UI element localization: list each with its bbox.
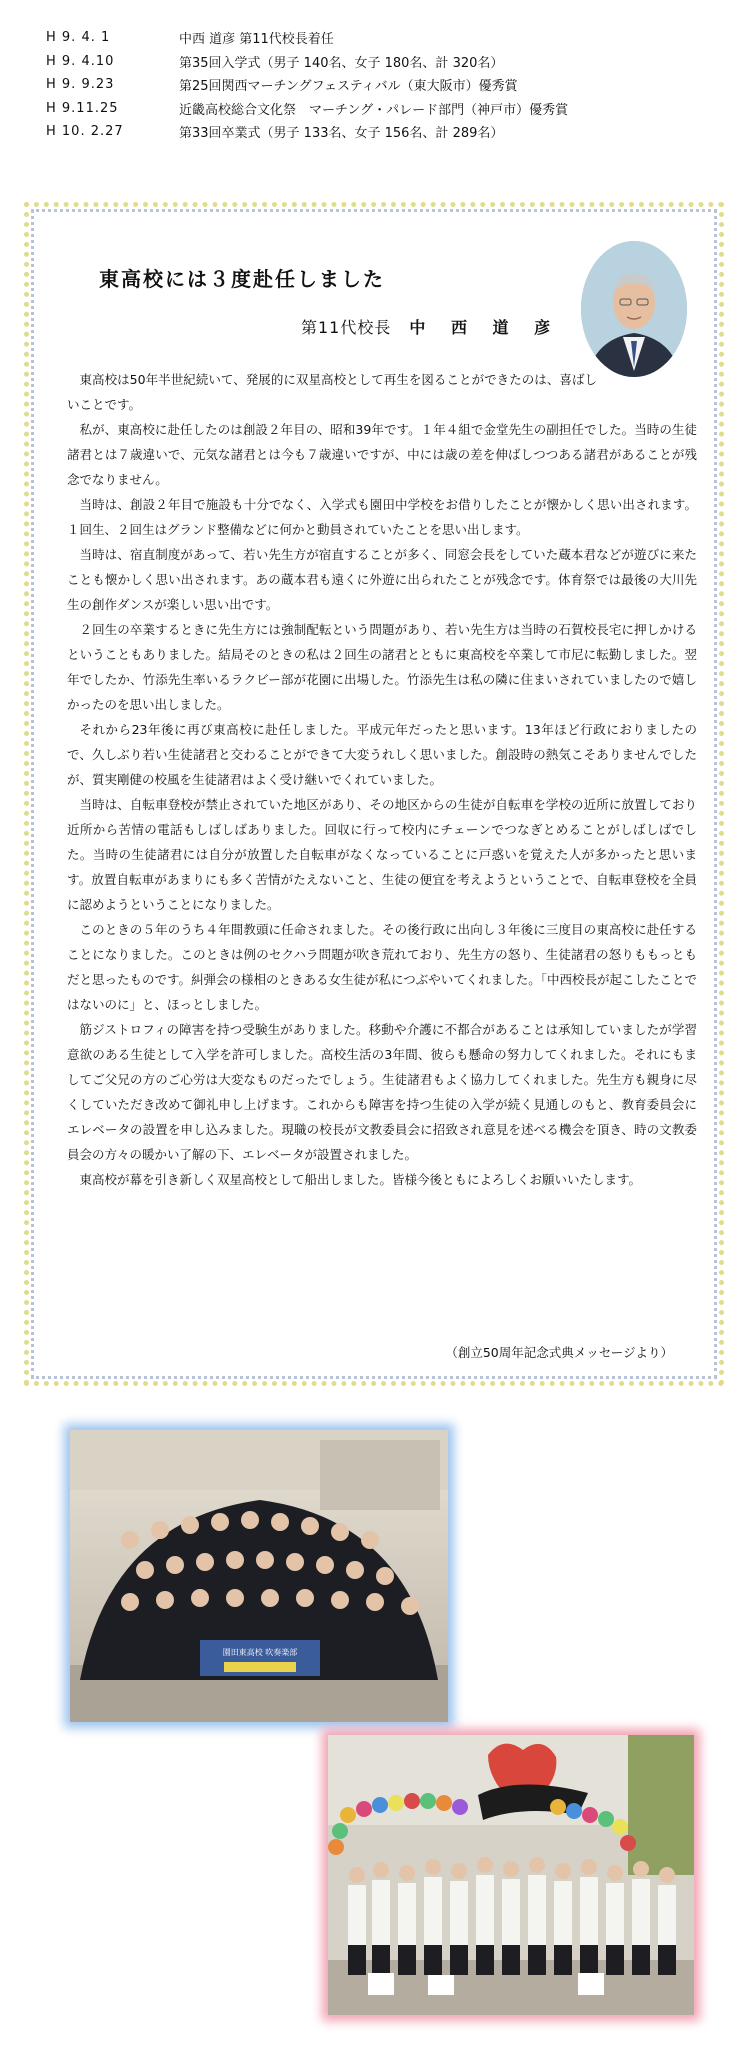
author-name: 中 西 道 彦 <box>409 318 561 337</box>
article-paragraph: ２回生の卒業するときに先生方には強制配転という問題があり、若い先生方は当時の石賀校長宅に押しかけるということもありました。結局そのときの私は２回生の諸君とともに東高校を卒業して市尼に転勤しました。翌年でしたか、竹添先生率いるラクビー部が花園に出場した。竹添先生は私の隣に住まいされていましたので嬉しかったのを思い出しました。 <box>67 622 697 712</box>
timeline-row <box>46 73 706 97</box>
article-title: 東高校には３度赴任しました <box>99 267 385 291</box>
article-paragraph: 当時は、自転車登校が禁止されていた地区があり、その地区からの生徒が自転車を学校の近所に放置しており近所から苦情の電話もしばしばありました。回収に行って校内にチェーンでつなぎとめることがしばしばでした。当時の生徒諸君には自分が放置した自転車がなくなっていることに戸惑いを覚えた人が多かったと思います。放置自転車があまりにも多く苦情がたえないこと、生徒の便宜を考えようということで、自転車登校を全員に認めようということになりました。 <box>67 797 697 912</box>
timeline-date: H 9. 9.23 <box>46 77 115 93</box>
article-paragraph: 当時は、宿直制度があって、若い先生方が宿直することが多く、同窓会長をしていた蔵本君などが遊びに来たことも懐かしく思い出されます。あの蔵本君も遠くに外遊に出られたことが残念です。体育祭では最後の大川先生の創作ダンスが楽しい思い出です。 <box>67 547 697 612</box>
principal-portrait <box>581 241 687 377</box>
article-body <box>67 367 697 1192</box>
article-paragraph: 私が、東高校に赴任したのは創設２年目の、昭和39年です。１年４組で金堂先生の副担任でした。当時の生徒諸君とは７歳違いで、元気な諸君とは今も７歳違いですが、中には歳の差を伸ばしつつある諸君があることが残念でなりません。 <box>67 422 697 487</box>
history-timeline <box>46 26 706 144</box>
timeline-row <box>46 120 706 144</box>
band-group-photo <box>70 1430 448 1722</box>
timeline-event: 近畿高校総合文化祭 マーチング・パレード部門（神戸市）優秀賞 <box>179 102 569 118</box>
timeline-date: H 9. 4.10 <box>46 53 115 69</box>
group-banner-text: 園田東高校 吹奏楽部 <box>222 1648 298 1657</box>
article-paragraph: 東高校が幕を引き新しく双星高校として船出しました。皆様今後ともによろしくお願いいたします。 <box>79 1172 642 1187</box>
timeline-event: 第35回入学式（男子 140名、女子 180名、計 320名） <box>179 55 504 71</box>
author-line <box>301 315 560 338</box>
author-role: 第11代校長 <box>301 318 392 337</box>
article-paragraph: 当時は、創設２年目で施設も十分でなく、入学式も園田中学校をお借りしたことが懐かしく思い出されます。１回生、２回生はグランド整備などに何かと動員されていたことを思い出します。 <box>67 497 697 537</box>
timeline-date: H 9. 4. 1 <box>46 30 111 46</box>
article-paragraph: 東高校は50年半世紀続いて、発展的に双星高校として再生を図ることができたのは、喜ばしいことです。 <box>67 372 597 412</box>
timeline-date: H 9.11.25 <box>46 100 119 116</box>
timeline-event: 第33回卒業式（男子 133名、女子 156名、計 289名） <box>179 126 504 142</box>
timeline-row <box>46 97 706 121</box>
parade-group-photo <box>328 1735 694 2015</box>
source-credit: （創立50周年記念式典メッセージより） <box>445 1345 673 1360</box>
timeline-row <box>46 26 706 50</box>
timeline-row <box>46 50 706 74</box>
article-paragraph: 筋ジストロフィの障害を持つ受験生がありました。移動や介護に不都合があることは承知していましたが学習意欲のある生徒として入学を許可しました。高校生活の3年間、彼らも懸命の努力してくれました。それにもましてご父兄の方のご心労は大変なものだったでしょう。生徒諸君もよく協力してくれました。先生方も親身に尽くしていただき改めて御礼申し上げます。これからも障害を持つ生徒の入学が続く見通しのもと、教育委員会にエレベータの設置を申し込みました。現職の校長が文教委員会に招致され意見を述べる機会を頂き、時の文教委員会の方々の暖かい了解の下、エレベータが設置されました。 <box>67 1022 697 1162</box>
article-paragraph: それから23年後に再び東高校に赴任しました。平成元年だったと思います。13年ほど行政におりましたので、久しぶり若い生徒諸君と交わることができて大変うれしく思いました。創設時の熱気こそありませんでしたが、質実剛健の校風を生徒諸君はよく受け継いでくれていました。 <box>67 722 697 787</box>
timeline-date: H 10. 2.27 <box>46 124 124 140</box>
timeline-event: 第25回関西マーチングフェスティバル（東大阪市）優秀賞 <box>179 79 518 95</box>
timeline-event: 中西 道彦 第11代校長着任 <box>179 32 334 48</box>
message-frame <box>24 202 724 1386</box>
article-paragraph: このときの５年のうち４年間教頭に任命されました。その後行政に出向し３年後に三度目の東高校に赴任することになりました。このときは例のセクハラ問題が吹き荒れており、先生方の怒り、生徒諸君の怒りももっともだと思ったものです。糾弾会の様相のときある女生徒が私につぶやいてくれました。「中西校長が起こしたことではないのに」と、ほっとしました。 <box>67 922 698 1012</box>
